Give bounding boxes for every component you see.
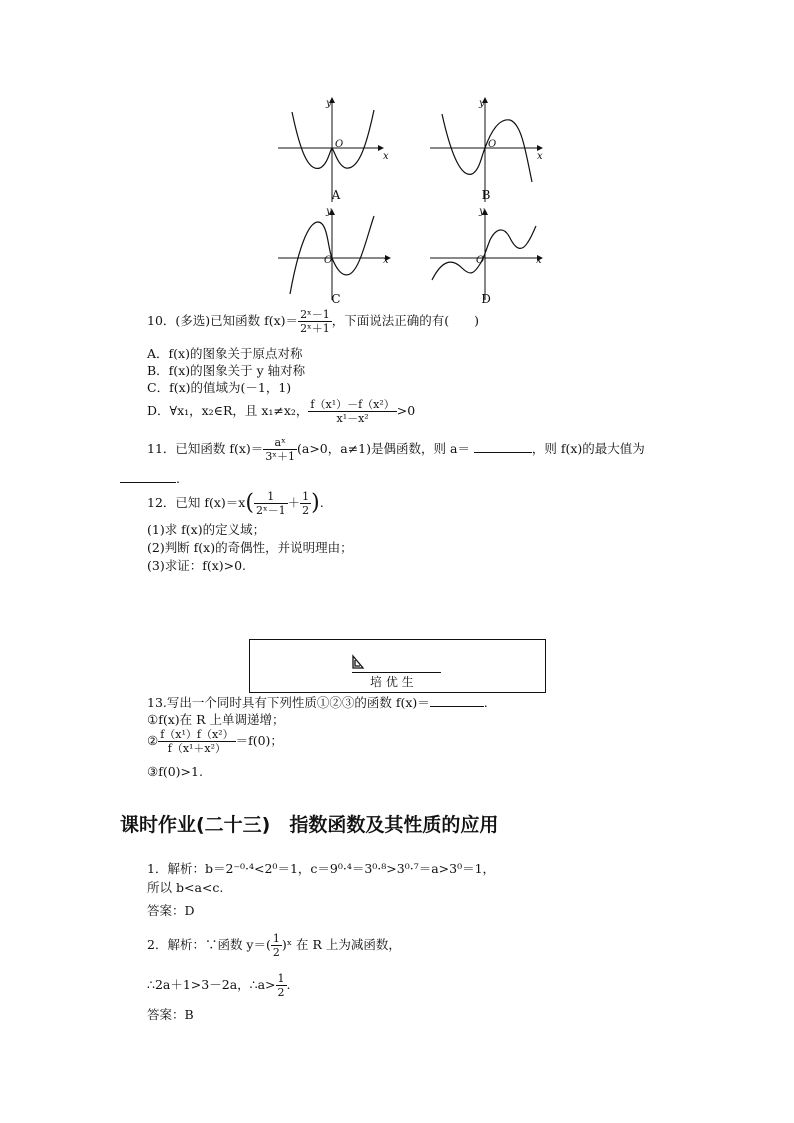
- answer-1-conclusion: 所以 b<a<c.: [147, 880, 224, 895]
- answer-1-analysis: 1．解析：b＝2⁻⁰·⁴<2⁰＝1，c＝9⁰·⁴＝3⁰·⁸>3⁰·⁷＝a>3⁰＝1，: [147, 861, 496, 876]
- q13-fraction: $\frac{\text{f（x¹）f（x²）}}{\text{f（x¹＋x²）}}$: [160, 728, 234, 755]
- question-13-stem: 13.写出一个同时具有下列性质①②③的函数 f(x)＝ .: [147, 695, 488, 710]
- graph-c-y-label: y: [326, 206, 332, 217]
- graph-d-origin: O: [476, 255, 485, 266]
- q10-optd-fraction: $\frac{\text{f（x¹）－f（x²）}}{\text{x¹－x²}}$: [310, 398, 395, 425]
- q12-fraction-2: $\frac{1}{2}$: [302, 490, 310, 517]
- answer-1-final: 答案：D: [147, 903, 195, 918]
- question-10-option-b: B．f(x)的图象关于 y 轴对称: [147, 363, 306, 378]
- q11-max-blank: [120, 470, 176, 483]
- question-12-stem: 12．已知 f(x)＝x( $\frac{1}{\text{2ˣ－1}}$ ＋ $\frac{1}{2}$ ).: [147, 490, 324, 517]
- graph-b-label: B: [481, 188, 491, 202]
- question-10-stem: 10．(多选)已知函数 f(x)＝ $\frac{\text{2ˣ－1}}{\text{2ˣ＋1}}$ ，下面说法正确的有( ): [147, 308, 479, 335]
- graph-a-label: A: [331, 188, 341, 202]
- question-10-option-a: A．f(x)的图象关于原点对称: [147, 346, 303, 361]
- question-10-option-c: C．f(x)的值域为(－1，1): [147, 380, 292, 395]
- question-13-property-1: ①f(x)在 R 上单调递增；: [147, 712, 285, 727]
- section-title: 课时作业(二十三) 指数函数及其性质的应用: [120, 814, 499, 836]
- answer-2-analysis: 2．解析：∵函数 y＝( $\frac{1}{2}$ )ˣ 在 R 上为减函数，: [147, 932, 401, 959]
- graph-a-x-label: x: [383, 151, 389, 162]
- banner-label: 培 优 生: [370, 675, 414, 689]
- question-12-part-2: (2)判断 f(x)的奇偶性，并说明理由；: [147, 540, 353, 555]
- question-11-second-line: .: [120, 470, 180, 487]
- question-13-property-2: ② $\frac{\text{f（x¹）f（x²）}}{\text{f（x¹＋x²）}}$ ＝f(0)；: [147, 728, 283, 755]
- graph-c-x-label: x: [383, 255, 389, 266]
- q11-fraction: $\frac{\text{aˣ}}{\text{3ˣ＋1}}$: [265, 436, 295, 463]
- graph-b-y-label: y: [479, 98, 485, 109]
- ans2-result-fraction: $\frac{1}{2}$: [277, 972, 285, 999]
- graph-a-origin: O: [335, 139, 344, 150]
- answer-2-final: 答案：B: [147, 1007, 194, 1022]
- graph-d-label: D: [481, 292, 491, 306]
- graph-a: [278, 98, 383, 202]
- graph-c: [278, 210, 390, 300]
- graph-c-label: C: [331, 292, 341, 306]
- graph-b-x-label: x: [537, 151, 543, 162]
- answer-2-inequality: ∴2a＋1>3－2a，∴a> $\frac{1}{2}$ .: [147, 972, 291, 999]
- graph-b-origin: O: [488, 139, 497, 150]
- question-12-part-1: (1)求 f(x)的定义域；: [147, 522, 266, 537]
- graph-d: [430, 210, 542, 300]
- graph-b: [430, 98, 542, 202]
- question-11-stem: 11．已知函数 f(x)＝ $\frac{\text{aˣ}}{\text{3ˣ＋1}}$ (a>0，a≠1)是偶函数，则 a＝ ，则 f(x)的最大值为: [147, 436, 645, 463]
- q13-answer-blank: [430, 694, 484, 707]
- question-13-property-3: ③f(0)>1.: [147, 764, 203, 779]
- function-graphs: [270, 90, 560, 310]
- banner-underline: [352, 672, 441, 673]
- graph-a-y-label: y: [326, 98, 332, 109]
- graph-d-x-label: x: [536, 255, 542, 266]
- question-10-option-d: D．∀x₁，x₂∈R，且 x₁≠x₂， $\frac{\text{f（x¹）－f（x²）}}{\text{x¹－x²}}$ >0: [147, 398, 416, 425]
- q11-answer-blank: [474, 440, 532, 453]
- ans2-fraction: $\frac{1}{2}$: [272, 932, 280, 959]
- graph-c-origin: O: [324, 255, 333, 266]
- q12-fraction-1: $\frac{1}{\text{2ˣ－1}}$: [255, 490, 286, 517]
- question-12-part-3: (3)求证：f(x)>0.: [147, 558, 247, 573]
- q10-fraction: $\frac{\text{2ˣ－1}}{\text{2ˣ＋1}}$: [300, 308, 330, 335]
- pencil-icon: [350, 654, 366, 670]
- graph-d-y-label: y: [479, 206, 485, 217]
